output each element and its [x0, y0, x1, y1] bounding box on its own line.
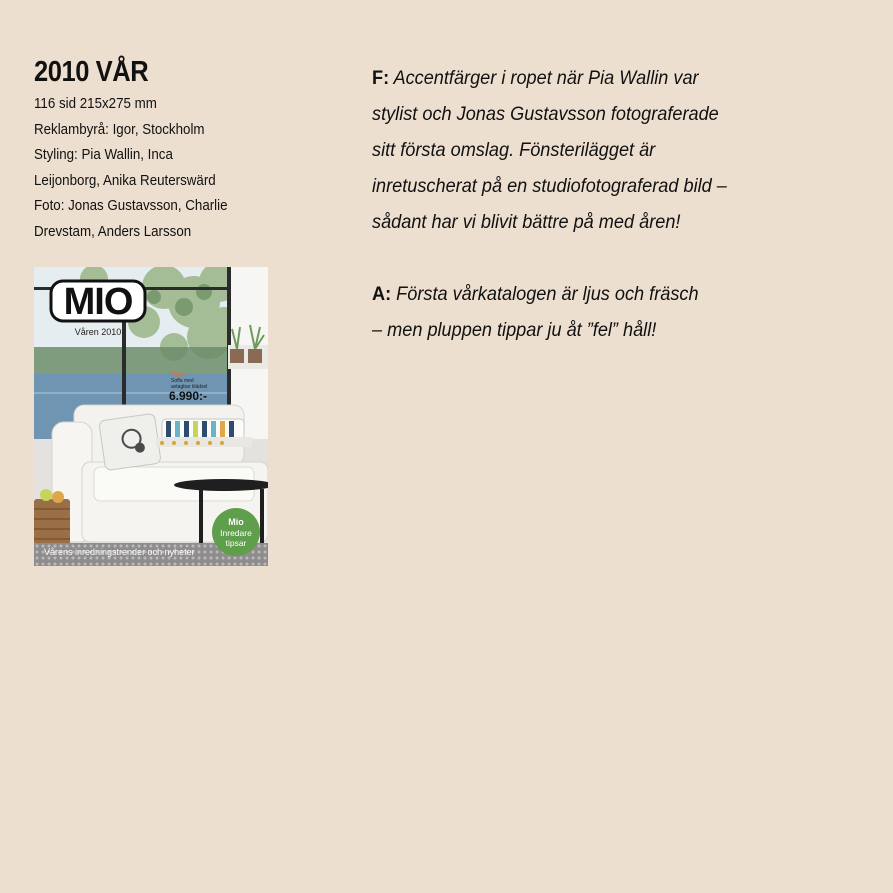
meta-line: Leijonborg, Anika Reuterswärd [34, 172, 216, 189]
comment-paragraph-f [372, 60, 837, 240]
price-value: 6.990:- [169, 389, 208, 403]
meta-line: 116 sid 215x275 mm [34, 96, 157, 112]
mio-logo [51, 281, 145, 323]
catalog-meta [34, 92, 273, 245]
catalog-cover-image [34, 267, 268, 566]
meta-line: Styling: Pia Wallin, Inca [34, 147, 173, 163]
cover-illustration [34, 267, 268, 566]
comment-line: sådant har vi blivit bättre på med åren! [372, 211, 681, 233]
cover-season: Våren 2010 [74, 327, 122, 337]
comment-line [372, 60, 837, 96]
page-title: 2010 VÅR [34, 56, 149, 88]
badge-line-3: tipsar [225, 538, 247, 548]
badge-line-2: Inredare [220, 528, 252, 538]
comment-label: F: [372, 67, 390, 89]
price-tag-text-1: Soffa med [171, 378, 194, 384]
comment-line [372, 276, 837, 312]
comment-text: Första vårkatalogen är ljus och fräsch [396, 283, 699, 305]
comment-line: stylist och Jonas Gustavsson fotograferade [372, 103, 719, 125]
badge-line-1: Mio [228, 517, 244, 527]
logo-text: MIO [63, 281, 133, 323]
comment-label: A: [372, 283, 392, 305]
price-tag-text-2: avtagbar klädsel [171, 384, 208, 390]
comment-line: – men pluppen tippar ju åt ”fel” håll! [372, 319, 657, 341]
commentary [372, 60, 872, 348]
comment-line: inretuscherat på en studiofotograferad bild – [372, 175, 727, 197]
meta-line: Foto: Jonas Gustavsson, Charlie [34, 198, 228, 214]
meta-line: Drevstam, Anders Larsson [34, 223, 192, 240]
cover-bottom-text: Vårens inredningstrender och nyheter [44, 547, 195, 557]
meta-line: Reklambyrå: Igor, Stockholm [34, 121, 205, 138]
comment-text: Accentfärger i ropet när Pia Wallin var [393, 67, 699, 89]
catalog-info [34, 56, 294, 245]
comment-line: sitt första omslag. Fönsterilägget är [372, 139, 656, 161]
price-tag-label: Nyhet! [171, 372, 189, 378]
comment-paragraph-a [372, 276, 837, 348]
